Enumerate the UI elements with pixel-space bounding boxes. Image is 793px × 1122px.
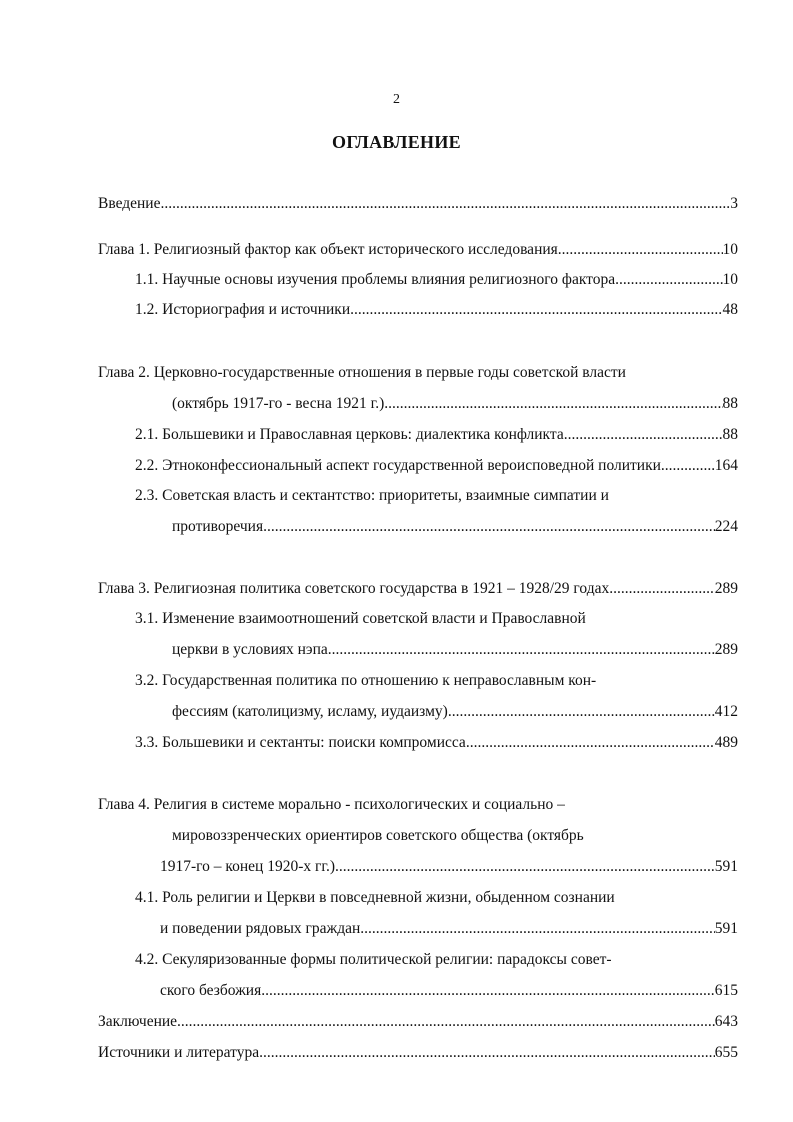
leader-dots [558,239,723,261]
leader-dots [609,578,715,600]
leader-dots [350,299,722,321]
toc-entry-text: (октябрь 1917-го - весна 1921 г.) [172,395,385,412]
toc-page-number: 615 [714,982,738,999]
toc-page-number: 289 [714,641,738,658]
toc-entry-text: Глава 1. Религиозный фактор как объект исторического исследования [98,241,558,258]
leader-dots [160,193,730,215]
toc-section-3-2 [172,701,738,723]
toc-page-number: 10 [722,271,738,288]
toc-section-1-1 [135,269,738,291]
toc-chapter-1 [98,239,738,261]
toc-entry-text: 1.2. Историография и источники [135,301,351,318]
toc-chapter-4-line2: мировоззренческих ориентиров советского общества (октябрь [172,827,584,844]
leader-dots [360,918,714,940]
toc-section-4-1 [160,918,738,940]
toc-section-3-1-line1: 3.1. Изменение взаимоотношений советской власти и Православной [135,610,586,627]
leader-dots [615,269,722,291]
toc-section-3-3 [135,732,738,754]
toc-page-number: 591 [714,920,738,937]
toc-chapter-2 [172,393,738,415]
toc-entry-text: Заключение [98,1013,178,1030]
toc-entry-text: 2.2. Этноконфессиональный аспект государственной вероисповедной политики [135,457,661,474]
leader-dots [259,1042,715,1064]
toc-section-4-2-line1: 4.2. Секуляризованные формы политической религии: парадоксы совет- [135,951,612,968]
toc-page-number: 489 [714,734,738,751]
leader-dots [384,393,722,415]
toc-section-3-1 [172,639,738,661]
toc-page-number: 3 [730,195,738,212]
toc-entry-sources [98,1042,738,1064]
toc-page-number: 164 [714,457,738,474]
toc-entry-intro [98,193,738,215]
leader-dots [661,455,715,477]
leader-dots [335,856,715,878]
toc-section-2-1 [135,424,738,446]
toc-section-2-3 [172,516,738,538]
toc-section-4-1-line1: 4.1. Роль религии и Церкви в повседневной жизни, обыденном сознании [135,889,615,906]
toc-page-number: 48 [722,301,738,318]
toc-page-number: 655 [714,1044,738,1061]
toc-entry-text: Глава 3. Религиозная политика советского государства в 1921 – 1928/29 годах [98,580,610,597]
toc-page-number: 224 [714,518,738,535]
toc-section-4-2 [160,980,738,1002]
toc-chapter-4 [160,856,738,878]
toc-page-number: 591 [714,858,738,875]
toc-entry-text: противоречия [172,518,264,535]
leader-dots [564,424,723,446]
toc-entry-text: 1.1. Научные основы изучения проблемы влияния религиозного фактора [135,271,616,288]
toc-page-number: 88 [722,395,738,412]
toc-entry-text: 1917-го – конец 1920-х гг.) [160,858,336,875]
toc-section-1-2 [135,299,738,321]
toc-entry-text: фессиям (католицизму, исламу, иудаизму) [172,703,448,720]
toc-chapter-2-line1: Глава 2. Церковно-государственные отношения в первые годы советской власти [98,364,626,381]
toc-page-number: 10 [722,241,738,258]
toc-section-2-3-line1: 2.3. Советская власть и сектантство: приоритеты, взаимные симпатии и [135,487,609,504]
toc-entry-text: ского безбожия [160,982,262,999]
leader-dots [177,1011,715,1033]
leader-dots [263,516,715,538]
leader-dots [328,639,715,661]
toc-section-2-2 [135,455,738,477]
page-number: 2 [393,92,400,107]
toc-entry-text: Источники и литература [98,1044,260,1061]
toc-page-number: 412 [714,703,738,720]
toc-entry-text: Введение [98,195,161,212]
toc-title: ОГЛАВЛЕНИЕ [332,132,461,152]
toc-entry-text: 2.1. Большевики и Православная церковь: диалектика конфликта [135,426,564,443]
toc-page-number: 643 [714,1013,738,1030]
toc-page-number: 289 [714,580,738,597]
toc-entry-text: 3.3. Большевики и сектанты: поиски компромисса [135,734,466,751]
toc-chapter-3 [98,578,738,600]
toc-section-3-2-line1: 3.2. Государственная политика по отношению к неправославным кон- [135,672,597,689]
leader-dots [448,701,715,723]
toc-entry-text: и поведении рядовых граждан [160,920,361,937]
leader-dots [466,732,715,754]
toc-entry-text: церкви в условиях нэпа [172,641,328,658]
toc-chapter-4-line1: Глава 4. Религия в системе морально - психологических и социально – [98,796,565,813]
toc-page-number: 88 [722,426,738,443]
leader-dots [261,980,715,1002]
toc-entry-conclusion [98,1011,738,1033]
